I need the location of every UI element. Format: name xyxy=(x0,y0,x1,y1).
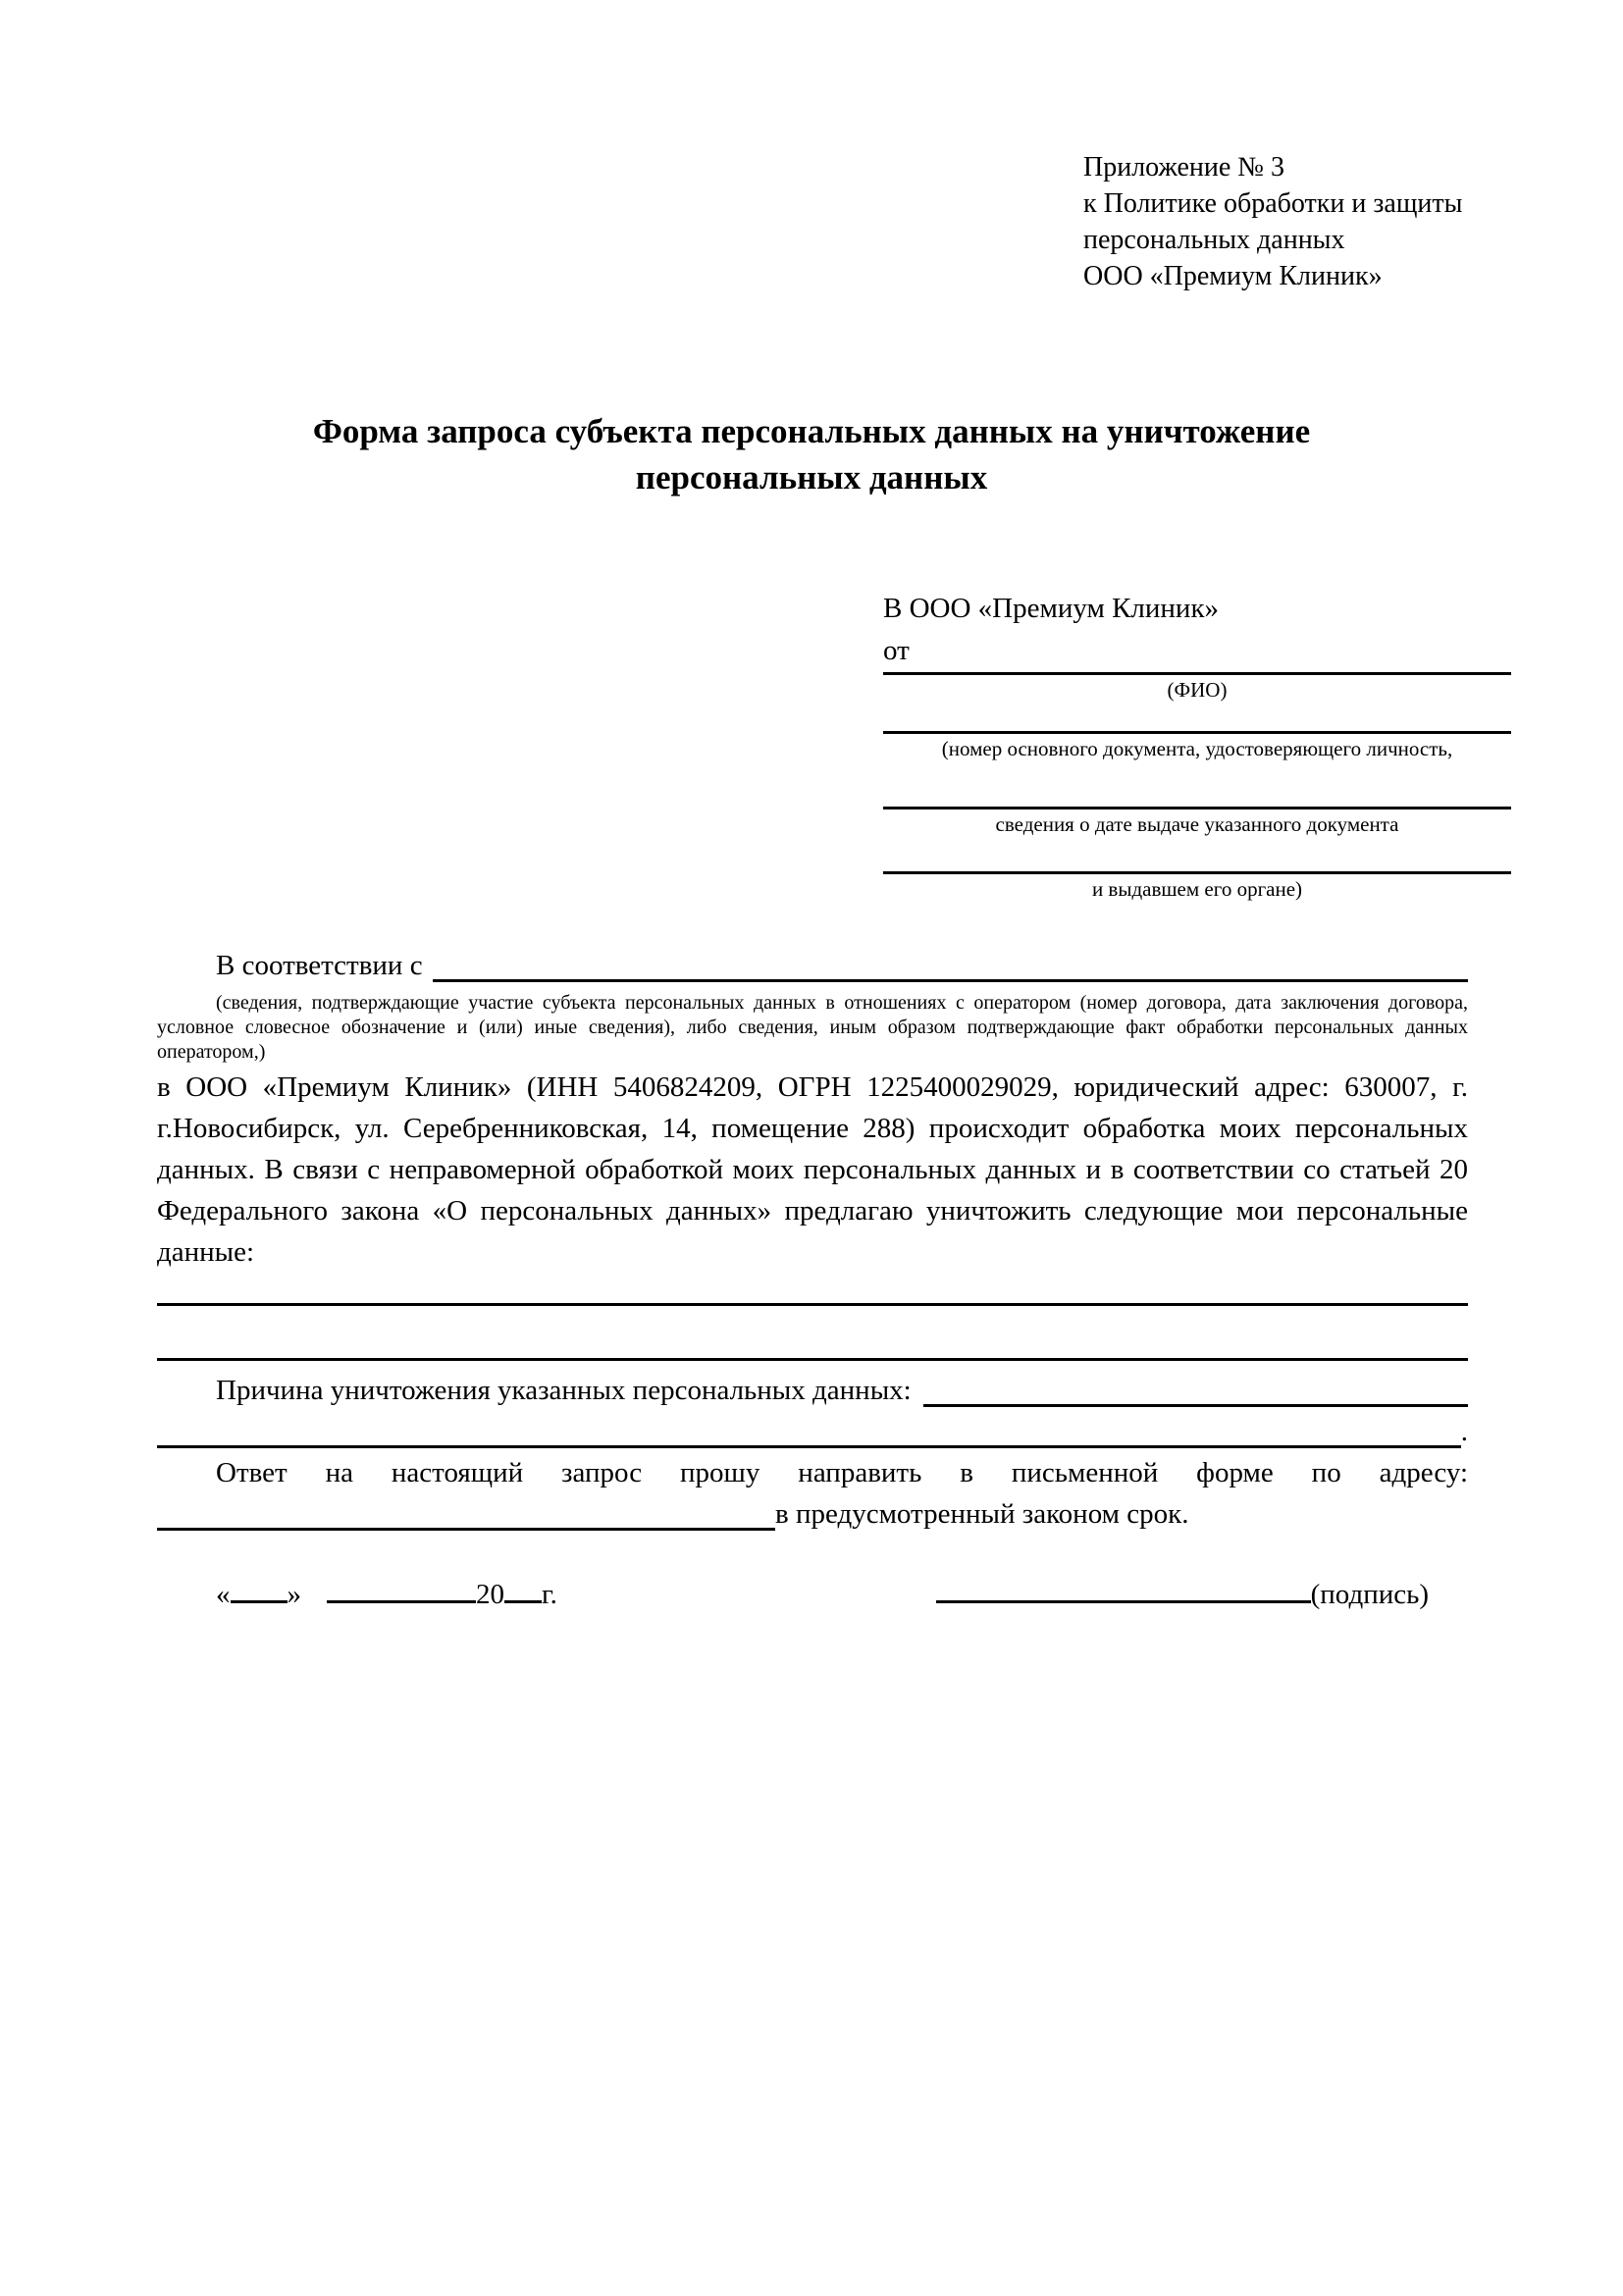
date-quote-open: « xyxy=(216,1579,231,1610)
appendix-line-1: Приложение № 3 xyxy=(1083,152,1284,183)
issue-date-caption: сведения о дате выдаче указанного документа xyxy=(995,812,1399,836)
accordance-input-line xyxy=(433,945,1468,982)
personal-data-input-line-1 xyxy=(157,1277,1468,1306)
document-body xyxy=(157,945,1468,1615)
response-request: Ответ на настоящий запрос прошу направить в письменной форме по адресу: xyxy=(216,1457,1468,1488)
appendix-line-4: ООО «Премиум Клиник» xyxy=(1083,261,1383,291)
month-input-line xyxy=(327,1572,476,1603)
appendix-line-2: к Политике обработки и защиты xyxy=(1083,188,1463,219)
accordance-label: В соответствии с xyxy=(216,950,423,981)
response-suffix: в предусмотренный законом срок. xyxy=(775,1498,1189,1530)
signature-input-line xyxy=(936,1572,1311,1603)
reason-terminator: . xyxy=(1460,1416,1468,1447)
main-paragraph: в ООО «Премиум Клиник» (ИНН 5406824209, ОГРН 1225400029029, юридический адрес: 630007, г. г.Новосибирск, ул. Серебренниковская, 14, помещение 288) происходит обработка моих персональных данных. В связи с неправомерной обработкой моих персональных данных и в соответствии со статьей 20 Федерального закона «О персональных данных» предлагаю уничтожить следующие мои персональные данные: xyxy=(157,1071,1468,1268)
reason-input-line xyxy=(923,1370,1468,1407)
reason-row xyxy=(157,1370,1468,1411)
document-title: Форма запроса субъекта персональных данных на уничтожение персональных данных xyxy=(312,412,1311,496)
appendix-line-3: персональных данных xyxy=(1083,225,1345,255)
issuing-authority-caption: и выдавшем его органе) xyxy=(1091,877,1303,901)
response-address-row xyxy=(157,1493,1468,1535)
address-input-line xyxy=(157,1493,775,1531)
year-input-line xyxy=(504,1572,542,1603)
fio-caption: (ФИО) xyxy=(1167,678,1228,702)
reason-label: Причина уничтожения указанных персональных данных: xyxy=(216,1375,912,1406)
date-quote-close: » xyxy=(287,1579,301,1610)
signature-caption: (подпись) xyxy=(1310,1579,1429,1610)
from-label: от xyxy=(883,635,910,666)
addressee-organization: В ООО «Премиум Клиник» xyxy=(883,593,1220,624)
accordance-row xyxy=(157,945,1468,986)
reason-row-continued xyxy=(157,1411,1468,1452)
document-number-caption: (номер основного документа, удостоверяющего личность, xyxy=(941,737,1453,760)
signature-date-row xyxy=(157,1572,1468,1615)
date-field xyxy=(216,1572,557,1615)
reason-input-line-2 xyxy=(157,1411,1461,1448)
year-suffix: г. xyxy=(542,1579,557,1610)
signature-field xyxy=(936,1572,1429,1615)
addressee-block xyxy=(883,591,1511,904)
accordance-footnote: (сведения, подтверждающие участие субъекта персональных данных в отношениях с оператором (номер договора, дата заключения договора, условное словесное обозначение и (или) иные сведения), либо сведения, иным образом подтверждающие факт обработки персональных данных оператором,) xyxy=(157,992,1468,1063)
day-input-line xyxy=(231,1572,288,1603)
personal-data-input-line-2 xyxy=(157,1306,1468,1361)
appendix-header xyxy=(1083,149,1623,294)
year-prefix: 20 xyxy=(476,1579,504,1610)
